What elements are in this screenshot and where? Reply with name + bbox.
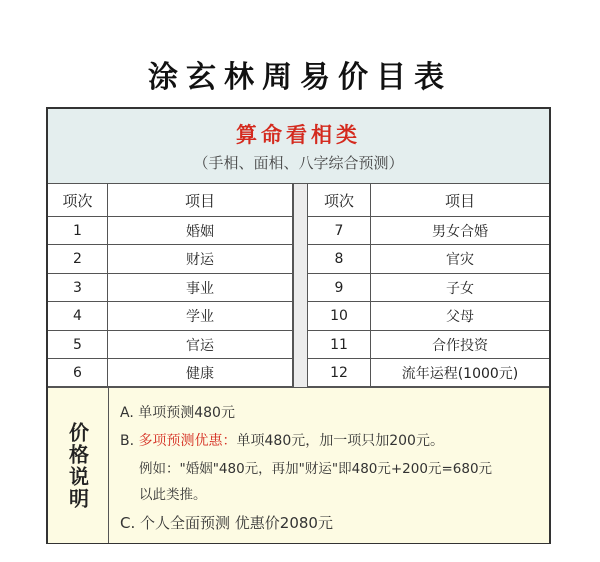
pricing-c: C. 个人全面预测 优惠价2080元 xyxy=(120,514,333,532)
pricing-example2: 以此类推。 xyxy=(139,487,207,503)
table-cell-no: 7 xyxy=(308,217,371,245)
category-header xyxy=(48,109,549,184)
pricing-b-highlight: 多项预测优惠： xyxy=(138,433,237,449)
pricing-section xyxy=(48,387,549,543)
table-cell-no: 2 xyxy=(48,245,108,274)
table-cell-item: 流年运程(1000元) xyxy=(371,359,549,387)
column-divider xyxy=(293,184,308,387)
table-cell-no: 5 xyxy=(48,331,108,359)
table-cell-item: 学业 xyxy=(108,302,293,331)
column-header-no: 项次 xyxy=(308,184,371,217)
table-cell-no: 9 xyxy=(308,274,371,302)
table-cell-item: 官灾 xyxy=(371,245,549,274)
price-table xyxy=(46,107,551,544)
pricing-example: 例如："婚姻"480元，再加"财运"即480元+200元=680元 xyxy=(139,461,493,477)
pricing-b-prefix: B. xyxy=(120,433,139,449)
table-cell-no: 11 xyxy=(308,331,371,359)
table-cell-item: 婚姻 xyxy=(108,217,293,245)
column-header-item: 项目 xyxy=(371,184,549,217)
table-cell-no: 10 xyxy=(308,302,371,331)
table-cell-no: 1 xyxy=(48,217,108,245)
column-header-item: 项目 xyxy=(108,184,293,217)
table-cell-item: 子女 xyxy=(371,274,549,302)
table-cell-no: 3 xyxy=(48,274,108,302)
column-header-no: 项次 xyxy=(48,184,108,217)
pricing-b-text: 单项480元，加一项只加200元。 xyxy=(236,433,444,449)
pricing-label-text: 价格说明 xyxy=(65,421,90,510)
category-subtitle: （手相、面相、八字综合预测） xyxy=(193,154,404,172)
table-cell-no: 8 xyxy=(308,245,371,274)
table-cell-item: 父母 xyxy=(371,302,549,331)
pricing-label xyxy=(48,388,109,543)
pricing-a: A. 单项预测480元 xyxy=(120,405,235,421)
table-cell-item: 合作投资 xyxy=(371,331,549,359)
table-cell-item: 健康 xyxy=(108,359,293,387)
table-cell-no: 12 xyxy=(308,359,371,387)
table-cell-no: 6 xyxy=(48,359,108,387)
table-cell-item: 事业 xyxy=(108,274,293,302)
table-cell-no: 4 xyxy=(48,302,108,331)
table-cell-item: 财运 xyxy=(108,245,293,274)
page-title: 涂玄林周易价目表 xyxy=(148,60,452,95)
table-cell-item: 官运 xyxy=(108,331,293,359)
category-name: 算命看相类 xyxy=(236,122,361,147)
table-cell-item: 男女合婚 xyxy=(371,217,549,245)
pricing-b xyxy=(120,430,444,450)
